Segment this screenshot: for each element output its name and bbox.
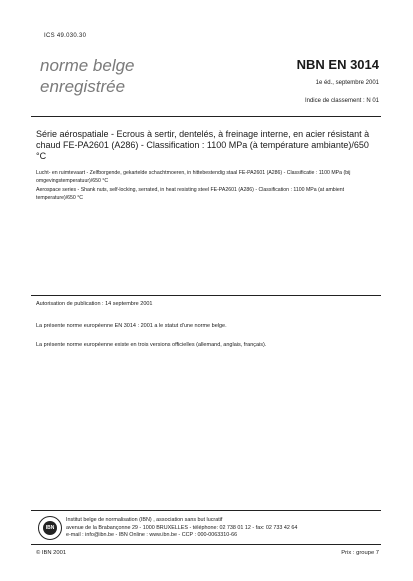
brand-line-2: enregistrée [40, 77, 126, 96]
official-versions: La présente norme européenne existe en trois versions officielles (allemand, anglais, français). [36, 342, 267, 348]
classification-index: Indice de classement : N 01 [304, 98, 379, 104]
dutch-title: Lucht- en ruimtevaart - Zelfborgende, gekartelde schachtmoeren, in hittebestendig staal FE-PA2601 (A286) - Classificatie : 1100 MPa (bij omgevingstemperatuur)/650 °C [36, 170, 351, 184]
brand-line-1: norme belge [40, 56, 135, 75]
brand-title [40, 55, 135, 97]
edition-date: 1e éd., septembre 2001 [315, 80, 379, 86]
institute-address: avenue de la Brabançonne 29 - 1000 BRUXELLES - téléphone: 02 738 01 12 - fax: 02 733 42 64 [66, 524, 298, 531]
divider-bottom [31, 544, 381, 545]
french-title: Série aérospatiale - Ecrous à sertir, dentelés, à freinage interne, en acier résistant à chaud FE-PA2601 (A286) - Classification : 1100 MPa (à température ambiante)/650 °C [36, 129, 370, 161]
belgian-status: La présente norme européenne EN 3014 : 2001 a le statut d'une norme belge. [36, 323, 227, 329]
publication-authorization: Autorisation de publication : 14 septembre 2001 [36, 301, 153, 307]
institute-contact: e-mail : info@ibn.be - IBN Online : www.ibn.be - CCP : 000-0063310-66 [66, 532, 238, 538]
english-title: Aerospace series - Shank nuts, self-locking, serrated, in heat resisting steel FE-PA2601 (A286) - Classification : 1100 MPa (at ambient temperature)/650 °C [36, 187, 345, 201]
standard-number: NBN EN 3014 [296, 57, 379, 72]
divider-middle [31, 295, 381, 296]
institute-name: Institut belge de normalisation (IBN) , association sans but lucratif [66, 517, 223, 523]
institute-info [66, 517, 297, 540]
ics-code: ICS 49.030.30 [44, 33, 87, 39]
copyright: © IBN 2001 [36, 550, 67, 556]
divider-footer [31, 510, 381, 511]
ibn-logo-mark: IBN [43, 521, 57, 535]
divider-top [31, 116, 381, 117]
price-group: Prix : groupe 7 [341, 550, 379, 556]
ibn-logo [38, 516, 62, 540]
